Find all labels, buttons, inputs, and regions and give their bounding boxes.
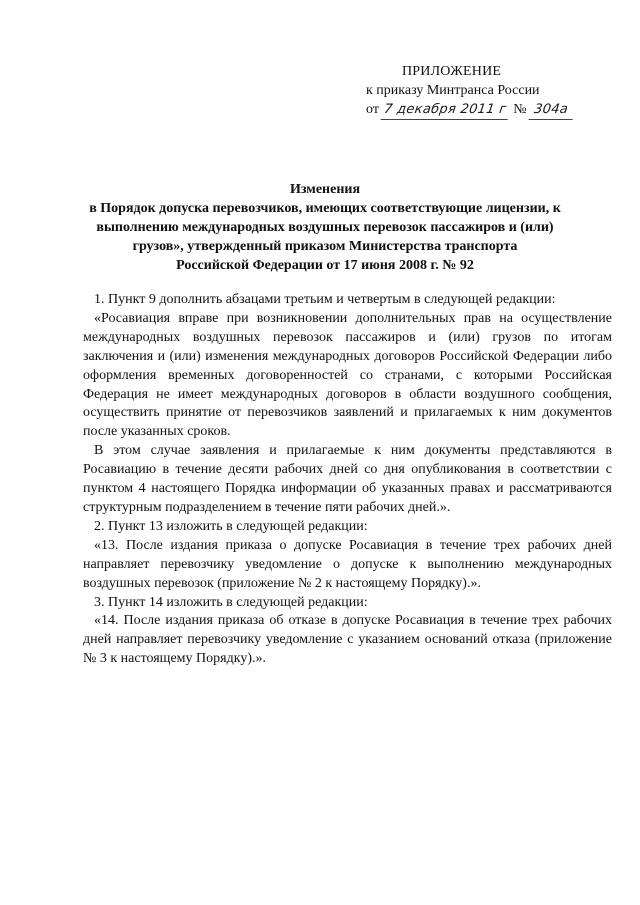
from-label: от: [366, 102, 379, 117]
appendix-title: ПРИЛОЖЕНИЕ: [402, 64, 502, 79]
number-label: №: [513, 102, 527, 117]
paragraph-item-2: 2. Пункт 13 изложить в следующей редакции:: [94, 518, 368, 534]
paragraph-item-1: 1. Пункт 9 дополнить абзацами третьим и четвертым в следующей редакции:: [94, 292, 556, 307]
paragraph-quote-9: «Росавиация вправе при возникновении дополнительных прав на осуществление международных воздушных перевозок пассажиров и (или) грузов по итогам заключения и (или) изменения международных договоров Российской Федерации либо оформления временных договоренностей со странами, с которыми Российская Федерация не имеет международных договоров в области воздушного сообщения, осуществить принятие от перевозчиков заявлений и прилагаемых к ним документов после указанных сроков.: [83, 310, 612, 440]
heading-line: грузов», утвержденный приказом Министерства транспорта: [132, 239, 518, 254]
handwritten-number: 304а: [529, 100, 576, 120]
paragraph-quote-13: «13. После издания приказа о допуске Росавиация в течение трех рабочих дней направляет перевозчику уведомление о допуске к выполнению международных воздушных перевозок (приложение № 2 к настоящему Порядку).».: [83, 537, 612, 591]
appendix-block: [366, 62, 626, 120]
heading-title: Изменения: [289, 182, 361, 197]
heading-line: Российской Федерации от 17 июня 2008 г. № 92: [176, 258, 474, 273]
document-body: [83, 291, 612, 669]
heading-line: в Порядок допуска перевозчиков, имеющих соответствующие лицензии, к: [89, 201, 561, 216]
appendix-order-reference: к приказу Минтранса России: [366, 83, 540, 98]
paragraph-continuation: В этом случае заявления и прилагаемые к ним документы представляются в Росавиацию в течение десяти рабочих дней со дня опубликования в соответствии с пунктом 4 настоящего Порядка информации об указанных правах и рассматриваются структурным подразделением в течение пяти рабочих дней.».: [83, 443, 612, 515]
handwritten-date: 7 декабря 2011 г: [381, 100, 511, 120]
paragraph-item-3: 3. Пункт 14 изложить в следующей редакции:: [94, 594, 368, 610]
document-heading: [70, 180, 580, 275]
appendix-date-number-line: [366, 100, 626, 120]
paragraph-quote-14: «14. После издания приказа об отказе в допуске Росавиация в течение трех рабочих дней направляет перевозчику уведомление с указанием оснований отказа (приложение № 3 к настоящему Порядку).».: [83, 613, 612, 667]
heading-line: выполнению международных воздушных перевозок пассажиров и (или): [96, 220, 554, 235]
